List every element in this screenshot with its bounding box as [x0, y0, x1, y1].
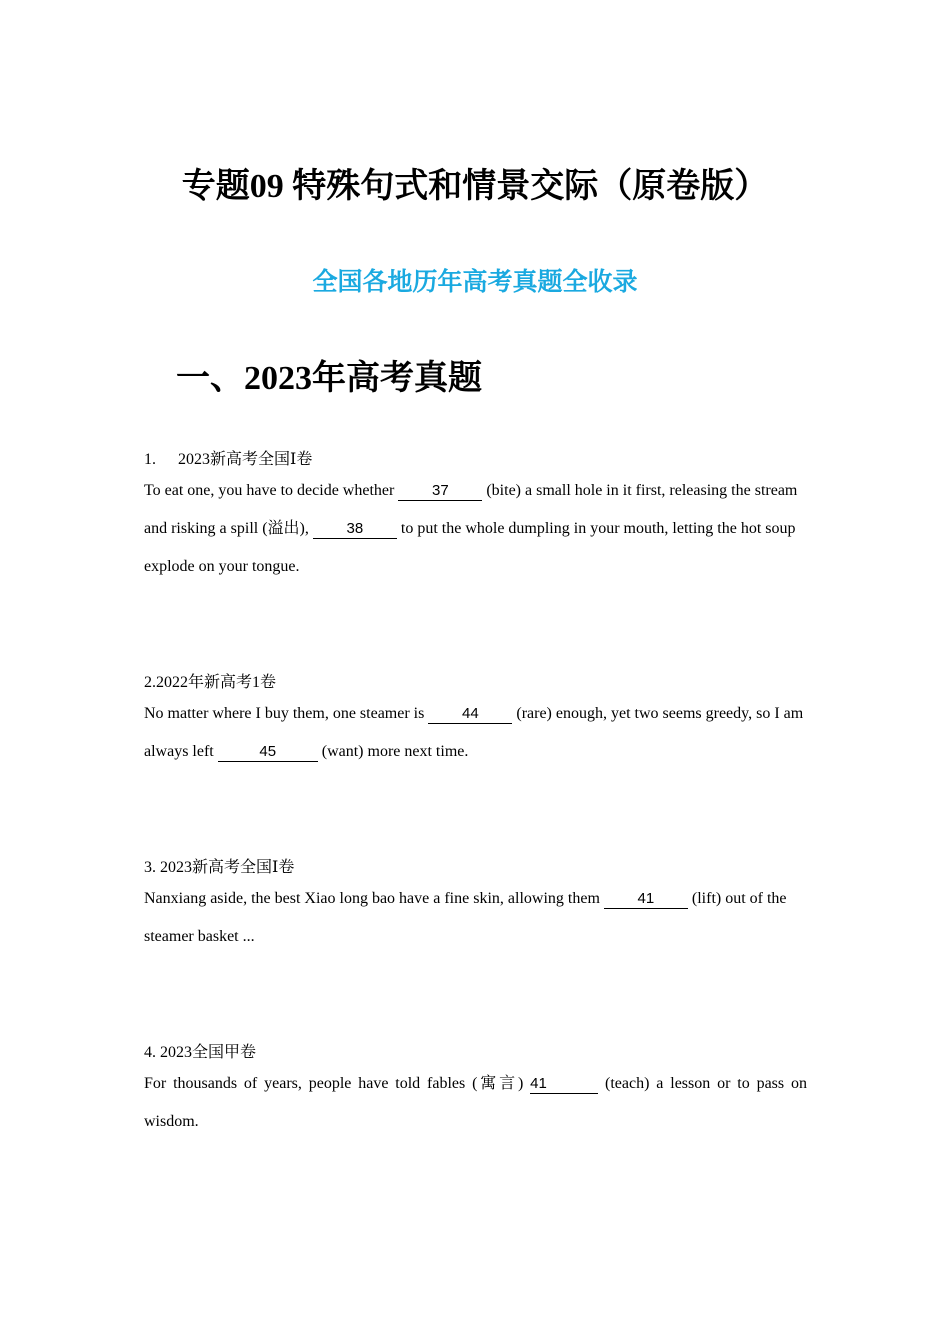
answer-blank-37[interactable]: 37: [398, 482, 482, 501]
question-1-header: [144, 446, 312, 469]
question-2-text: No matter where I buy them, one steamer is 44 (rare) enough, yet two seems greedy, so I am always left 45 (want) more next time.: [144, 705, 804, 760]
question-4-text: For thousands of years, people have told fables (寓言) 41 (teach) a lesson or to pass on wisdom.: [144, 1075, 807, 1130]
answer-blank-44[interactable]: 44: [428, 705, 512, 724]
question-3-text: Nanxiang aside, the best Xiao long bao have a fine skin, allowing them 41 (lift) out of the steamer basket ...: [144, 890, 787, 945]
question-1-text: To eat one, you have to decide whether 37 (bite) a small hole in it first, releasing the stream and risking a spill (溢出), 38 to put the whole dumpling in your mouth, letting the hot soup explode on your tongue.: [144, 482, 798, 575]
section-heading: 一、2023年高考真题: [176, 360, 482, 397]
answer-blank-38[interactable]: 38: [313, 520, 397, 539]
answer-blank-45[interactable]: 45: [218, 743, 318, 762]
question-2-header: 2.2022年新高考1卷: [144, 674, 277, 691]
document-subtitle: 全国各地历年高考真题全收录: [312, 269, 638, 296]
answer-blank-41-q4[interactable]: 41: [530, 1075, 598, 1094]
question-1-source: 2023新高考全国Ⅰ卷: [178, 451, 313, 468]
question-1-number: 1.: [144, 451, 156, 468]
question-3-header: 3. 2023新高考全国Ⅰ卷: [144, 859, 295, 876]
answer-blank-41-q3[interactable]: 41: [604, 890, 688, 909]
document-title: 专题09 特殊句式和情景交际（原卷版）: [181, 168, 769, 205]
question-4-header: 4. 2023全国甲卷: [144, 1044, 257, 1061]
